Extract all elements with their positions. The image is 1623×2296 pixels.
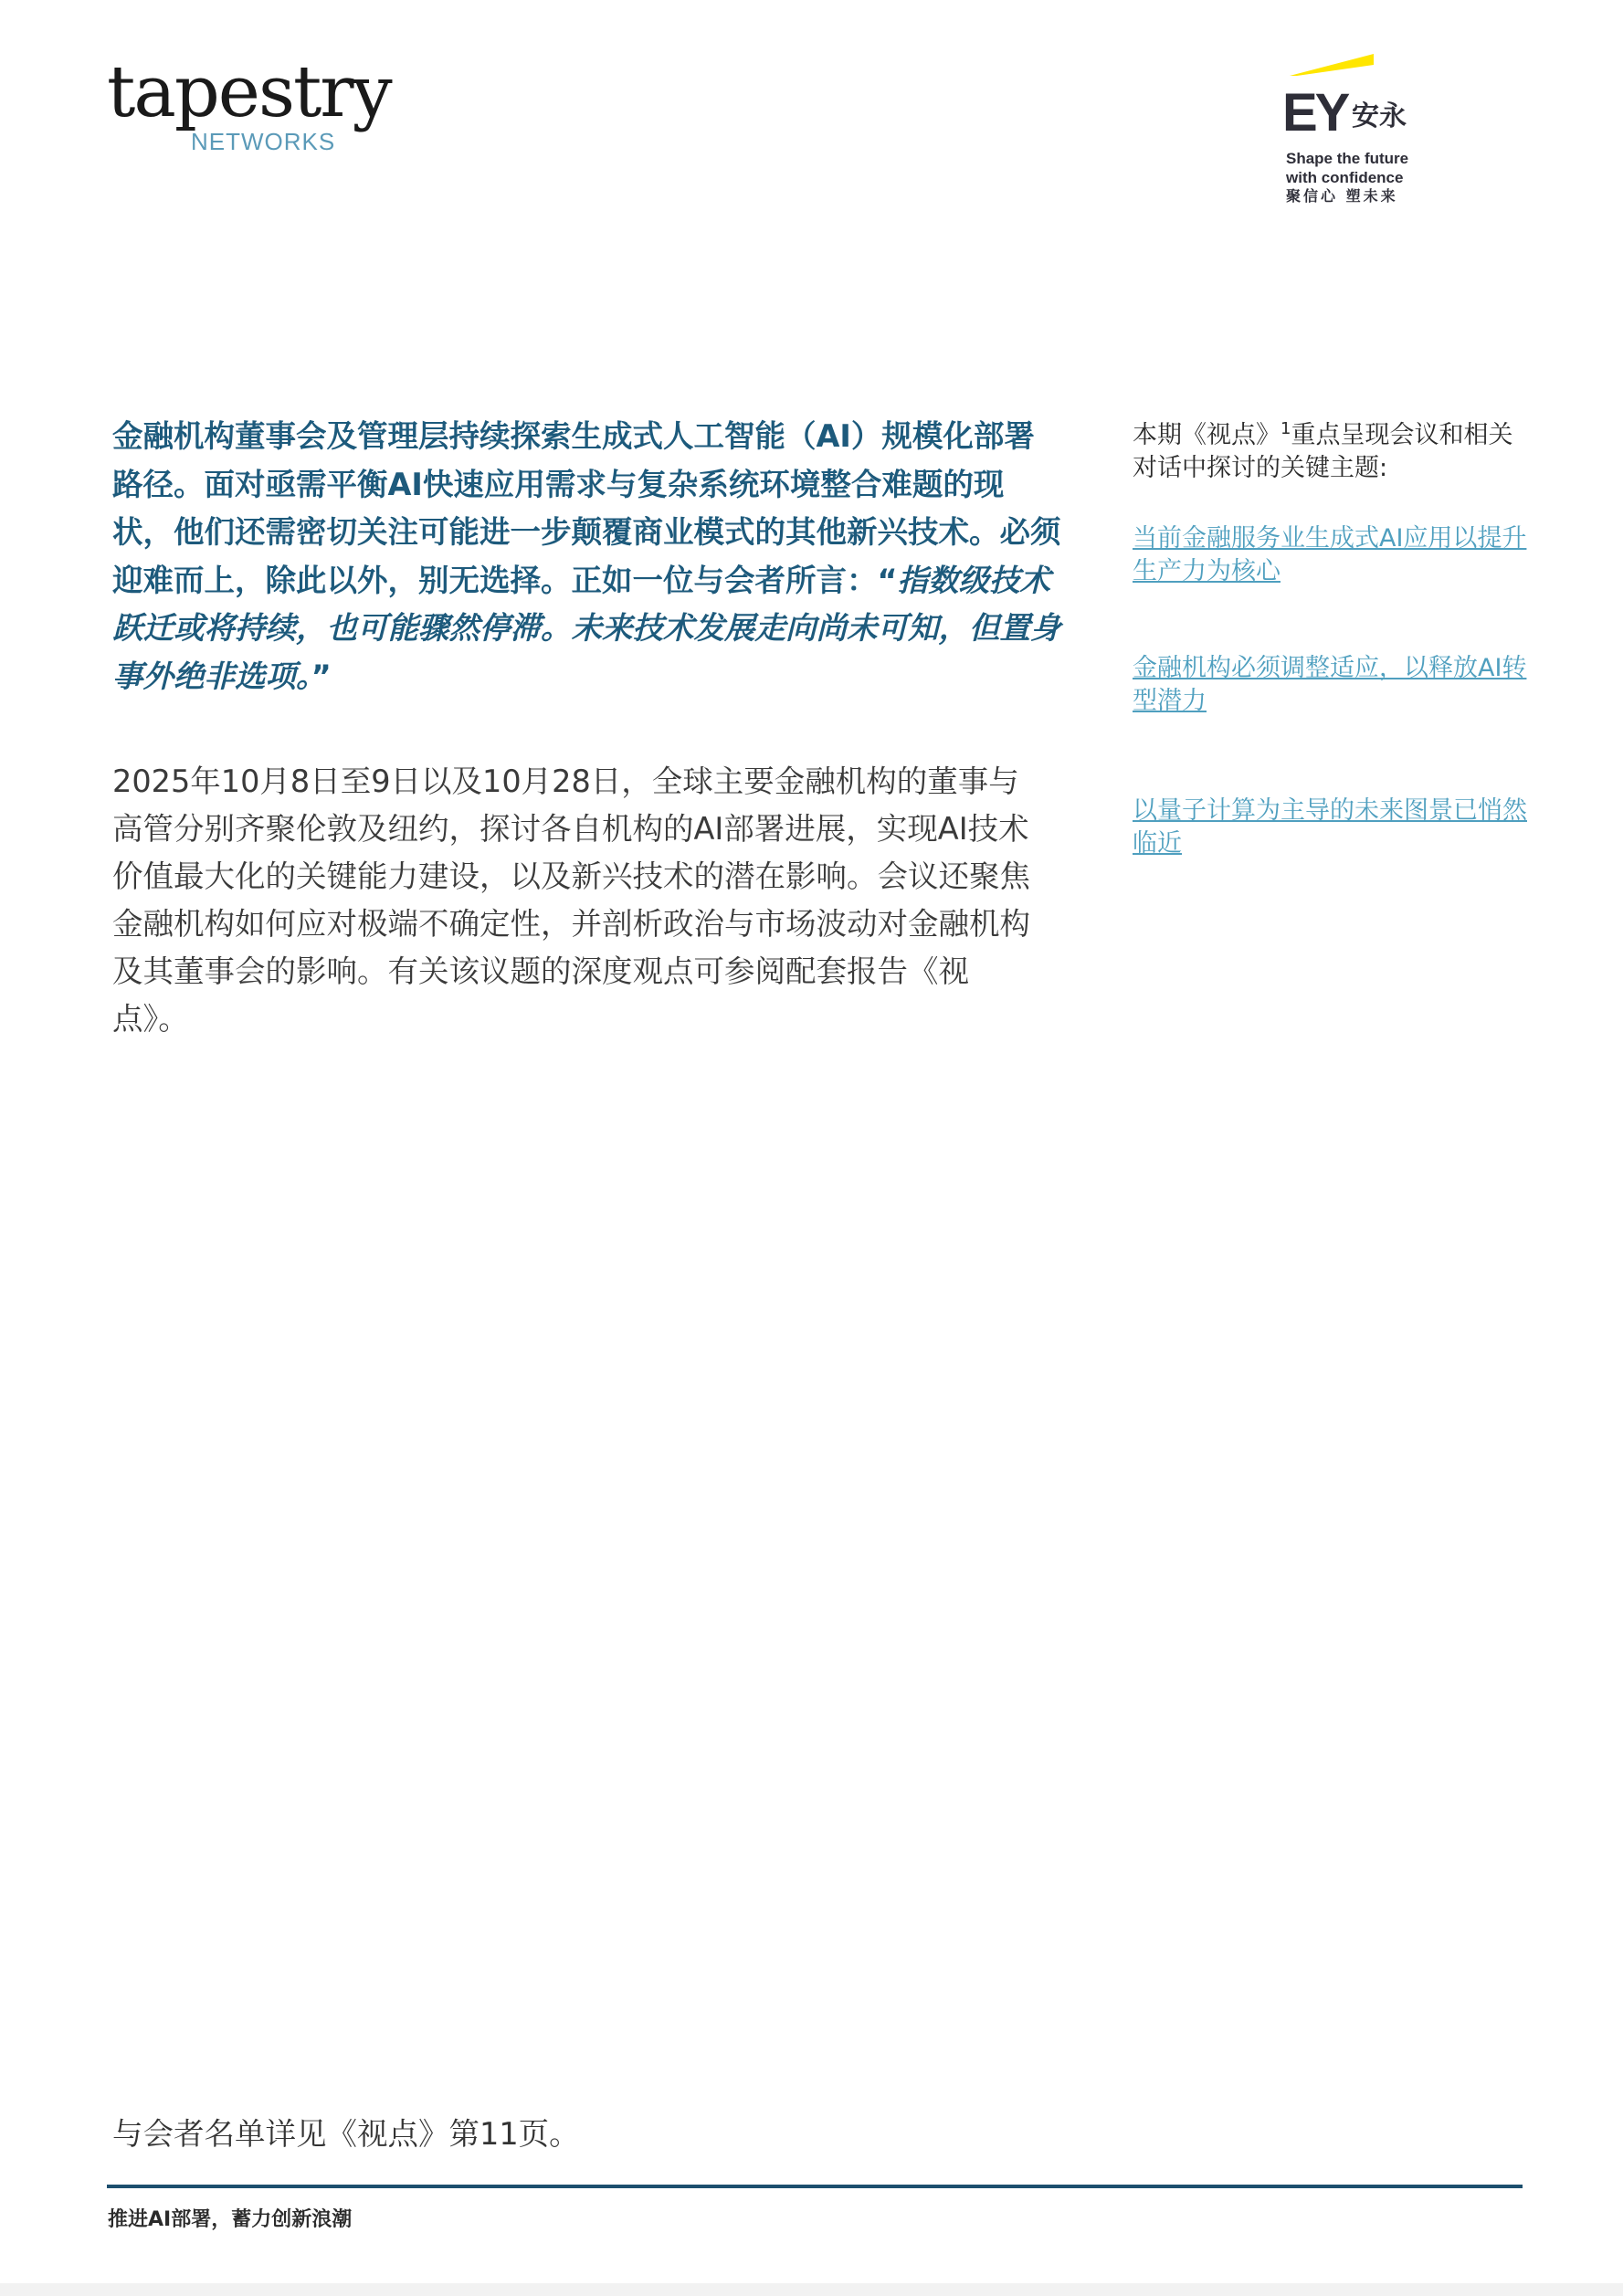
- ey-tagline-chinese: 聚信心 塑未来: [1286, 187, 1398, 205]
- sidebar-link-transformation[interactable]: 金融机构必须调整适应，以释放AI转型潜力: [1133, 654, 1527, 715]
- sidebar-link-quantum[interactable]: 以量子计算为主导的未来图景已悄然临近: [1133, 796, 1527, 858]
- tapestry-networks-logo: [107, 51, 391, 166]
- lead-paragraph: [112, 413, 1062, 700]
- lead-quote: 指数级技术跃迁或将持续，也可能骤然停滞。未来技术发展走向尚未可知，但置身事外绝非选项。: [112, 562, 1061, 694]
- footer-title: 推进AI部署，蓄力创新浪潮: [108, 2208, 353, 2231]
- ey-logo-mark: EY: [1282, 83, 1348, 142]
- body-paragraph: 2025年10月8日至9日以及10月28日，全球主要金融机构的董事与高管分别齐聚伦敦及纽约，探讨各自机构的AI部署进展，实现AI技术价值最大化的关键能力建设，以及新兴技术的潜在影响。会议还聚焦金融机构如何应对极端不确定性，并剖析政治与市场波动对金融机构及其董事会的影响。有关该议题的深度观点可参阅配套报告《视点》。: [112, 764, 1030, 1037]
- sidebar-intro-lead: 本期《视点》: [1133, 421, 1280, 449]
- sidebar-intro: [1133, 413, 1534, 485]
- page-bottom-band: [0, 2283, 1623, 2296]
- footnote-marker: 1: [1280, 419, 1291, 438]
- ey-tagline: Shape the future with confidence: [1286, 150, 1409, 186]
- ey-logo-chinese: 安永: [1352, 100, 1407, 132]
- ey-yellow-beam-icon: [1290, 54, 1374, 76]
- ey-logo: [1282, 50, 1428, 215]
- tapestry-logo-wordmark: tapestry: [107, 51, 391, 133]
- lead-text: 金融机构董事会及管理层持续探索生成式人工智能（AI）规模化部署路径。面对亟需平衡AI快速应用需求与复杂系统环境整合难题的现状，他们还需密切关注可能进一步颠覆商业模式的其他新兴技术。必须迎难而上，除此以外，别无选择。正如一位与会者所言：“: [112, 418, 1061, 598]
- lead-quote-end: ”: [311, 658, 332, 694]
- tapestry-logo-subtitle: NETWORKS: [191, 128, 336, 155]
- sidebar-link-productivity[interactable]: 当前金融服务业生成式AI应用以提升生产力为核心: [1133, 524, 1527, 585]
- footer-divider: [107, 2185, 1523, 2188]
- participants-footnote: 与会者名单详见《视点》第11页。: [112, 2116, 580, 2152]
- sidebar-intro-rest: 重点呈现会议和相关对话中探讨的关键主题:: [1133, 421, 1513, 482]
